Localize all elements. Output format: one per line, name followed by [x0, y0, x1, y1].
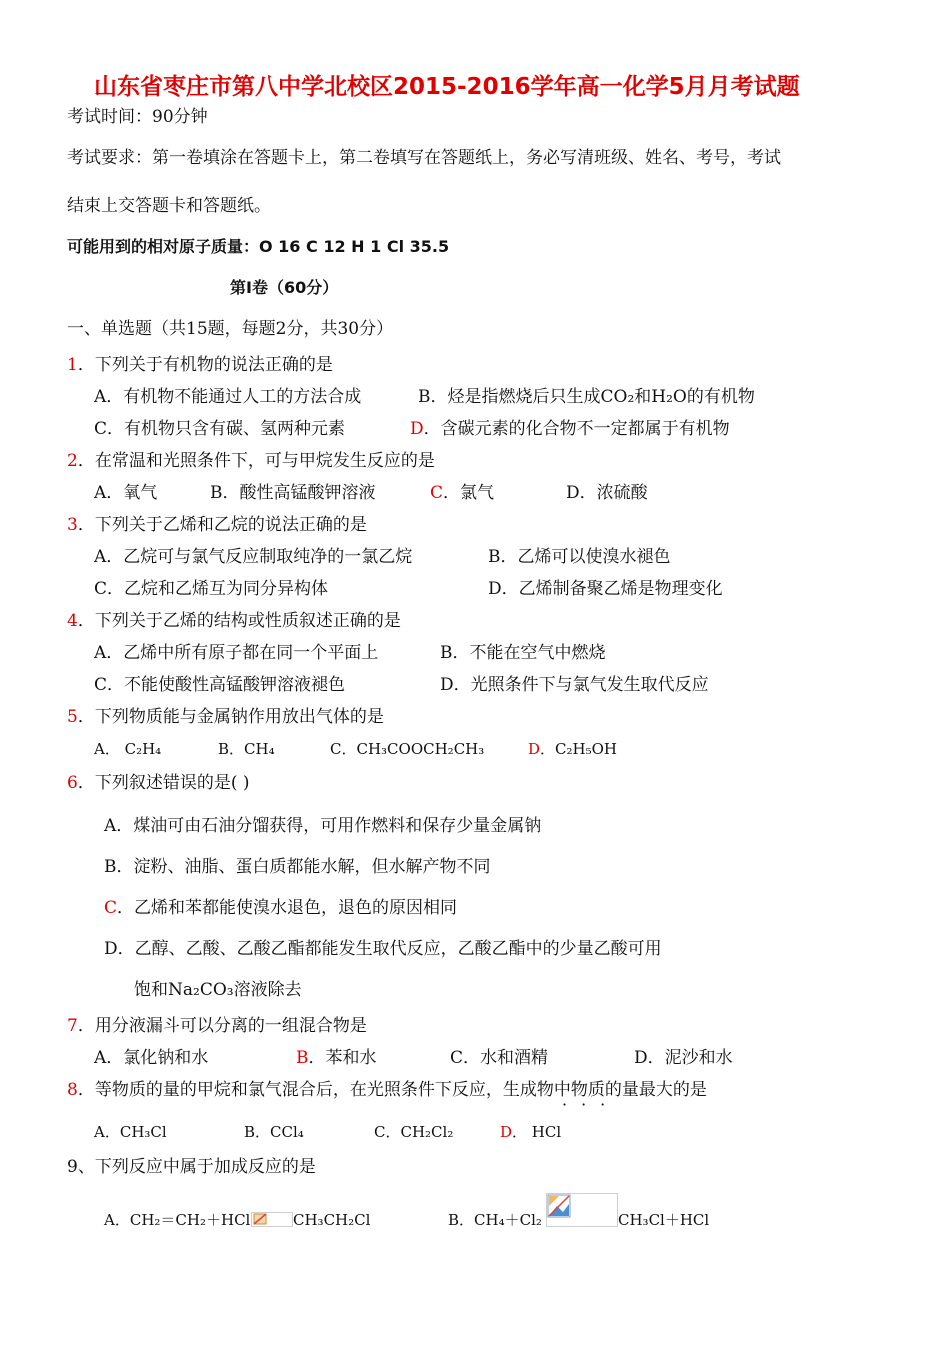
question-number: 5 [67, 707, 78, 727]
option-8b: B．CCl₄ [244, 1123, 304, 1141]
option-6d: D．乙醇、乙酸、乙酸乙酯都能发生取代反应，乙酸乙酯中的少量乙酸可用 [104, 939, 662, 959]
option-4b: B．不能在空气中燃烧 [440, 643, 606, 663]
question-stem: ．在常温和光照条件下，可与甲烷发生反应的是 [77, 451, 435, 471]
option-2b: B．酸性高锰酸钾溶液 [210, 483, 376, 503]
answer-marker: D [528, 740, 541, 758]
question-3 [67, 514, 367, 536]
option-1a: A．有机物不能通过人工的方法合成 [94, 387, 362, 407]
option-8c: C．CH₂Cl₂ [374, 1123, 454, 1141]
option-5c: C．CH₃COOCH₂CH₃ [330, 740, 485, 758]
question-stem: ．下列关于乙烯和乙烷的说法正确的是 [77, 515, 367, 535]
option-4a: A．乙烯中所有原子都在同一个平面上 [94, 643, 379, 663]
section-title: 一、单选题（共15题，每题2分，共30分） [67, 319, 394, 339]
option-9a-product: CH₃CH₂Cl [293, 1211, 371, 1229]
option-3b: B．乙烯可以使溴水褪色 [488, 547, 671, 567]
question-number: 3 [67, 515, 78, 535]
answer-marker: D [500, 1123, 513, 1141]
answer-marker: C [104, 898, 118, 918]
question-number: 6 [67, 773, 78, 793]
option-4c: C．不能使酸性高锰酸钾溶液褪色 [94, 675, 346, 695]
option-5a: A． C₂H₄ [94, 740, 162, 758]
question-number: 9 [67, 1157, 78, 1177]
exam-requirement-line-1: 考试要求：第一卷填涂在答题卡上，第二卷填写在答题纸上，务必写清班级、姓名、考号，考试 [67, 148, 781, 168]
broken-image-icon [253, 1213, 267, 1225]
page-title: 山东省枣庄市第八中学北校区2015-2016学年高一化学5月月考试题 [94, 74, 800, 100]
option-1b: B．烃是指燃烧后只生成CO₂和H₂O的有机物 [418, 387, 755, 407]
question-stem: ．等物质的量的甲烷和氯气混合后，在光照条件下反应，生成物中物质的量最大的是 [77, 1080, 707, 1100]
question-9 [67, 1156, 316, 1178]
option-1d: D．含碳元素的化合物不一定都属于有机物 [410, 419, 730, 439]
question-stem: ．下列叙述错误的是( ) [77, 773, 250, 793]
option-2c: C．氯气 [430, 483, 495, 503]
question-number: 2 [67, 451, 78, 471]
question-1 [67, 354, 333, 376]
option-4d: D．光照条件下与氯气发生取代反应 [440, 675, 709, 695]
question-5 [67, 706, 384, 728]
question-number: 7 [67, 1016, 78, 1036]
question-stem: ．下列关于有机物的说法正确的是 [77, 355, 333, 375]
option-9b: B．CH₄＋Cl₂ [448, 1211, 542, 1229]
option-2d: D．浓硫酸 [566, 483, 648, 503]
question-number: 1 [67, 355, 78, 375]
option-6b: B．淀粉、油脂、蛋白质都能水解，但水解产物不同 [104, 857, 491, 877]
question-stem: ．下列物质能与金属钠作用放出气体的是 [77, 707, 384, 727]
question-stem: ．用分液漏斗可以分离的一组混合物是 [77, 1016, 367, 1036]
option-8d: D． HCl [500, 1123, 562, 1141]
option-9a: A．CH₂＝CH₂＋HCl [104, 1211, 251, 1229]
question-4 [67, 610, 401, 632]
question-number: 8 [67, 1080, 78, 1100]
answer-marker: B [296, 1048, 309, 1068]
option-7b: B．苯和水 [296, 1048, 377, 1068]
option-7c: C．水和酒精 [450, 1048, 549, 1068]
question-stem: ．下列关于乙烯的结构或性质叙述正确的是 [77, 611, 401, 631]
option-6a: A．煤油可由石油分馏获得，可用作燃料和保存少量金属钠 [104, 816, 542, 836]
option-3d: D．乙烯制备聚乙烯是物理变化 [488, 579, 723, 599]
option-7a: A．氯化钠和水 [94, 1048, 209, 1068]
option-1c: C．有机物只含有碳、氢两种元素 [94, 419, 346, 439]
option-7d: D．泥沙和水 [634, 1048, 733, 1068]
atomic-mass-note: 可能用到的相对原子质量：O 16 C 12 H 1 Cl 35.5 [67, 237, 450, 256]
answer-marker: C [430, 483, 444, 503]
option-5d: D．C₂H₅OH [528, 740, 617, 758]
answer-marker: D [410, 419, 424, 439]
option-8a: A．CH₃Cl [94, 1123, 167, 1141]
option-6c: C．乙烯和苯都能使溴水退色，退色的原因相同 [104, 898, 458, 918]
reaction-condition-image [546, 1193, 618, 1227]
option-2a: A．氧气 [94, 483, 158, 503]
question-6 [67, 772, 250, 794]
exam-time: 考试时间：90分钟 [67, 107, 208, 127]
broken-image-icon [547, 1194, 571, 1218]
reaction-arrow-image [251, 1212, 293, 1227]
exam-requirement-line-2: 结束上交答题卡和答题纸。 [67, 196, 271, 216]
question-stem: 、下列反应中属于加成反应的是 [77, 1157, 316, 1177]
option-3a: A．乙烷可与氯气反应制取纯净的一氯乙烷 [94, 547, 413, 567]
question-number: 4 [67, 611, 78, 631]
question-2 [67, 450, 435, 472]
option-3c: C．乙烷和乙烯互为同分异构体 [94, 579, 329, 599]
volume-title: 第Ⅰ卷（60分） [230, 278, 339, 297]
option-6d-continuation: 饱和Na₂CO₃溶液除去 [134, 980, 302, 1000]
question-7 [67, 1015, 367, 1037]
emphasis-dots: ··· [562, 1095, 620, 1114]
option-9b-product: CH₃Cl＋HCl [618, 1211, 710, 1229]
option-5b: B．CH₄ [218, 740, 275, 758]
